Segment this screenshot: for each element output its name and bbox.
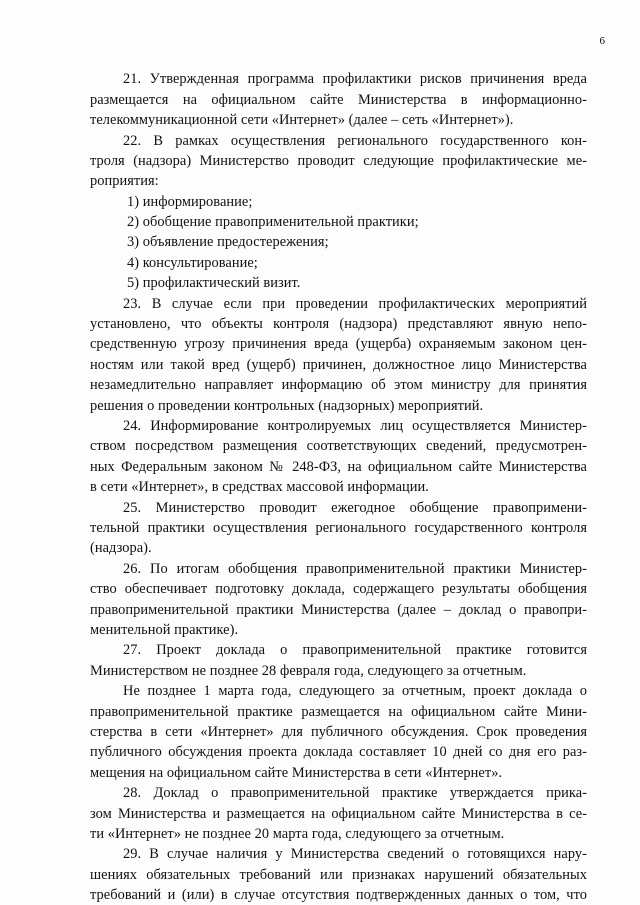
text-line: 29. В случае наличия у Министерства сведений о готовящихся нару- [123,846,587,862]
text-line: мещения на официальном сайте Министерства в сети «Интернет». [90,765,503,781]
text-line: правоприменительной практики Министерства (далее – доклад о правопри- [90,602,587,618]
page-number: 6 [599,35,605,47]
text-line: шениях обязательных требований или признаках нарушений обязательных [90,867,587,883]
text-line: установлено, что объекты контроля (надзора) представляют явную непо- [90,316,587,332]
text-line: 28. Доклад о правоприменительной практике утверждается прика- [123,785,587,801]
list-item: 2) обобщение правоприменительной практики; [127,214,419,230]
text-line: телекоммуникационной сети «Интернет» (далее – сеть «Интернет»). [90,112,514,128]
text-line: незамедлительно направляет информацию об этом министру для принятия [90,377,587,393]
text-line: ти «Интернет» не позднее 20 марта года, следующего за отчетным. [90,826,505,842]
text-line: роприятия: [90,173,159,189]
text-line: ностям или такой вред (ущерб) причинен, должностное лицо Министерства [90,357,587,373]
text-line: в сети «Интернет», в средствах массовой информации. [90,479,429,495]
text-line: менительной практике). [90,622,239,638]
text-line: 21. Утвержденная программа профилактики рисков причинения вреда [123,71,587,87]
text-line: ство обеспечивает подготовку доклада, содержащего результаты обобщения [90,581,587,597]
text-line: средственную угрозу причинения вреда (ущерба) охраняемым законом цен- [90,336,587,352]
text-line: 27. Проект доклада о правоприменительной практике готовится [123,642,587,658]
text-line: размещается на официальном сайте Министерства в информационно- [90,92,587,108]
text-line: Не позднее 1 марта года, следующего за отчетным, проект доклада о [123,683,587,699]
text-line: публичного обсуждения проекта доклада составляет 10 дней со дня его раз- [90,744,587,760]
text-line: троля (надзора) Министерство проводит следующие профилактические ме- [90,153,587,169]
text-line: 22. В рамках осуществления регионального государственного кон- [123,133,587,149]
text-line: решения о проведении контрольных (надзорных) мероприятий. [90,398,484,414]
list-item: 1) информирование; [127,194,253,210]
list-item: 3) объявление предостережения; [127,234,329,250]
text-line: стерства в сети «Интернет» для публичного обсуждения. Срок проведения [90,724,587,740]
text-line: ством посредством размещения соответствующих сведений, предусмотрен- [90,438,587,454]
text-line: тельной практики осуществления регионального государственного контроля [90,520,587,536]
text-line: зом Министерства и размещается на официальном сайте Министерства в се- [90,806,587,822]
text-line: требований и (или) в случае отсутствия подтвержденных данных о том, что [90,887,587,903]
list-item: 4) консультирование; [127,255,258,271]
text-line: правоприменительной практике размещается на официальном сайте Мини- [90,704,587,720]
text-line: ных Федеральным законом № 248-ФЗ, на официальном сайте Министерства [90,459,587,475]
text-line: 24. Информирование контролируемых лиц осуществляется Министер- [123,418,587,434]
text-line: Министерством не позднее 28 февраля года, следующего за отчетным. [90,663,527,679]
text-line: 26. По итогам обобщения правоприменительной практики Министер- [123,561,587,577]
list-item: 5) профилактический визит. [127,275,301,291]
text-line: 25. Министерство проводит ежегодное обобщение правопримени- [123,500,587,516]
text-line: 23. В случае если при проведении профилактических мероприятий [123,296,587,312]
text-line: (надзора). [90,540,152,556]
